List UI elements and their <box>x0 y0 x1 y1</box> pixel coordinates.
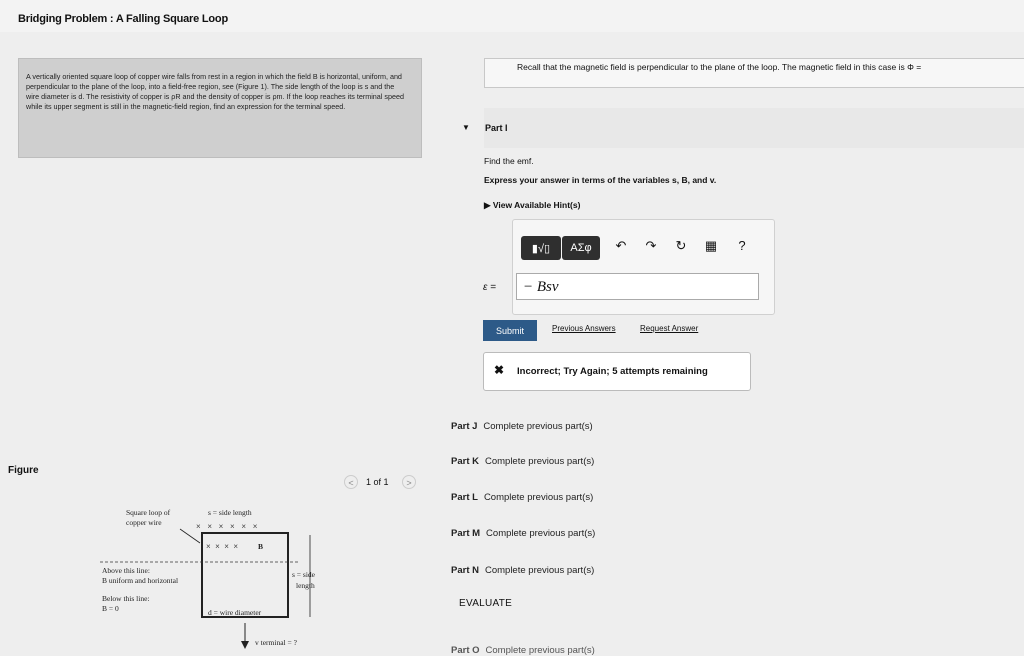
above-label: Above this line: <box>102 566 150 575</box>
diameter-label: d = wire diameter <box>208 608 262 617</box>
terminal-speed-label: v terminal = ? <box>255 638 297 647</box>
part-label: Part L <box>451 492 478 503</box>
feedback-box <box>483 352 751 391</box>
part-status: Complete previous part(s) <box>484 456 595 467</box>
problem-text: A vertically oriented square loop of copper wire falls from rest in a region in which the field B is horizontal, uniform, and perpendicular to the plane of the loop, into a field-free region, see (Figure 1). The side length of the loop is s and the wire diameter is d. The resistivity of copper is ρR and the density of copper is ρm. If the loop reaches its terminal speed while its upper segment is still in the magnetic-field region, find an expression for the terminal speed. <box>26 72 404 111</box>
part-label: Part M <box>451 528 481 539</box>
redo-icon[interactable]: ↷ <box>645 238 657 253</box>
part-row[interactable] <box>451 421 593 432</box>
undo-icon[interactable]: ↶ <box>615 238 627 253</box>
b-field-label: B <box>258 542 264 551</box>
part-row[interactable] <box>451 492 593 503</box>
side-right-label-2: length <box>296 581 315 590</box>
problem-statement <box>18 58 422 158</box>
symbols-button[interactable]: ΑΣφ <box>562 236 600 260</box>
part-status: Complete previous part(s) <box>485 645 595 656</box>
reset-icon[interactable]: ↻ <box>675 238 687 253</box>
help-icon[interactable]: ? <box>738 238 746 253</box>
part-status: Complete previous part(s) <box>483 492 594 503</box>
recall-text: Recall that the magnetic field is perpendicular to the plane of the loop. The magnetic field in this case is Φ = <box>517 62 922 72</box>
page-title: Bridging Problem : A Falling Square Loop <box>18 13 228 25</box>
part-row[interactable] <box>451 528 595 539</box>
part-label: Part O <box>451 645 480 656</box>
part-i-header[interactable] <box>462 108 1024 148</box>
b-field-cross: × × × × <box>206 542 239 551</box>
part-label: Part N <box>451 565 479 576</box>
side-right-label: s = side <box>292 570 315 579</box>
loop-pointer <box>180 529 200 543</box>
answer-panel <box>483 219 775 315</box>
figure-diagram <box>100 495 330 655</box>
prev-figure-button[interactable]: < <box>344 475 358 489</box>
request-answer-link[interactable]: Request Answer <box>640 324 699 333</box>
evaluate-heading: EVALUATE <box>459 598 513 609</box>
part-status: Complete previous part(s) <box>486 528 596 539</box>
above-label-2: B uniform and horizontal <box>102 576 179 585</box>
collapse-caret-icon[interactable]: ▼ <box>462 123 470 132</box>
below-label-2: B = 0 <box>102 604 119 613</box>
templates-button[interactable]: ▮√▯ <box>521 236 561 260</box>
loop-label: Square loop of <box>126 508 171 517</box>
feedback-text: Incorrect; Try Again; 5 attempts remaining <box>517 366 708 377</box>
velocity-arrowhead <box>241 641 249 649</box>
part-status: Complete previous part(s) <box>484 565 595 576</box>
emf-variable-label: ε = <box>483 282 497 293</box>
part-label: Part K <box>451 456 479 467</box>
previous-answers-link[interactable]: Previous Answers <box>552 324 616 333</box>
part-i-label: Part I <box>485 123 508 133</box>
top-bar <box>0 0 1024 32</box>
submit-button[interactable]: Submit <box>483 320 537 341</box>
figure-pager <box>344 475 418 489</box>
next-figure-button[interactable]: > <box>402 475 416 489</box>
part-label: Part J <box>451 421 478 432</box>
part-row[interactable] <box>451 565 594 576</box>
part-i-instruction: Express your answer in terms of the variables s, B, and v. <box>484 175 717 185</box>
part-i-prompt: Find the emf. <box>484 156 534 166</box>
part-status: Complete previous part(s) <box>483 421 593 432</box>
loop-label-2: copper wire <box>126 518 162 527</box>
below-label: Below this line: <box>102 594 150 603</box>
b-field-cross: × × × × × × <box>196 522 258 531</box>
view-hints-link[interactable]: ▶ View Available Hint(s) <box>484 200 581 210</box>
figure-label: Figure <box>8 465 39 476</box>
recall-note <box>484 58 1024 88</box>
answer-input[interactable]: − Bsv <box>516 273 759 300</box>
side-top-label: s = side length <box>208 508 252 517</box>
part-row[interactable] <box>451 645 595 656</box>
keyboard-icon[interactable]: ▦ <box>704 238 718 253</box>
incorrect-icon: ✖ <box>494 363 505 377</box>
figure-count: 1 of 1 <box>366 477 389 487</box>
part-row[interactable] <box>451 456 594 467</box>
